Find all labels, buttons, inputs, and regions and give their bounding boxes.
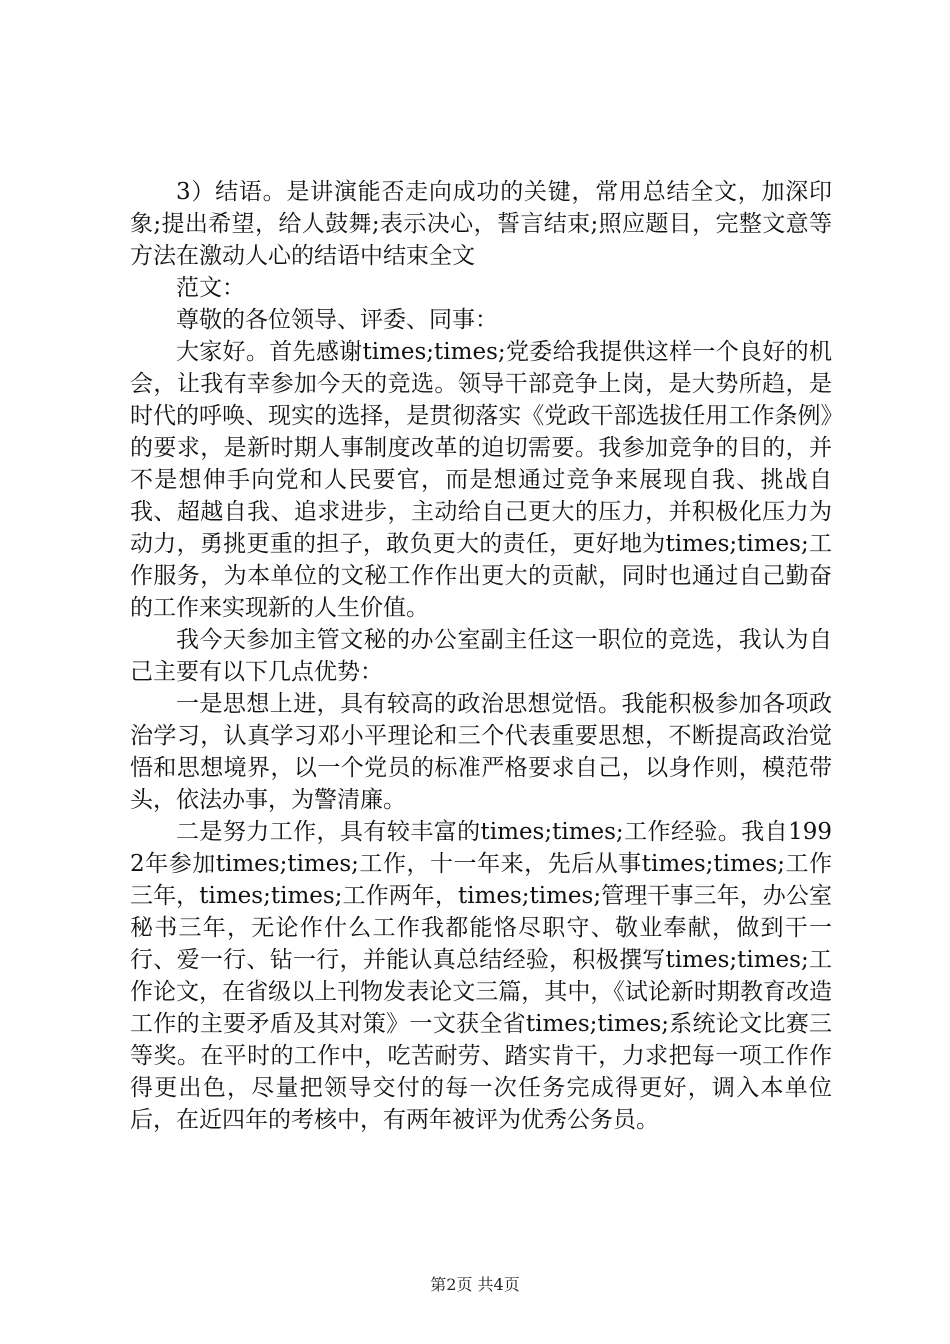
paragraph-conclusion: 3）结语。是讲演能否走向成功的关键，常用总结全文，加深印象;提出希望，给人鼓舞;表示决心，誓言结束;照应题目，完整文意等方法在激动人心的结语中结束全文 — [130, 179, 832, 269]
paragraph-salutation: 尊敬的各位领导、评委、同事： — [176, 307, 498, 333]
paragraph-greeting: 大家好。首先感谢times;times;党委给我提供这样一个良好的机会，让我有幸参加今天的竞选。领导干部竞争上岗，是大势所趋，是时代的呼唤、现实的选择，是贯彻落实《党政干部选拔任用工作条例》的要求，是新时期人事制度改革的迫切需要。我参加竞争的目的，并不是想伸手向党和人民要官，而是想通过竞争来展现自我、挑战自我、超越自我、追求进步，主动给自己更大的压力，并积极化压力为动力，勇挑更重的担子，敢负更大的责任，更好地为times;times;工作服务，为本单位的文秘工作作出更大的贡献，同时也通过自己勤奋的工作来实现新的人生价值。 — [130, 339, 832, 621]
document-body — [130, 176, 832, 1136]
paragraph-sample-heading: 范文： — [176, 275, 245, 301]
paragraph-advantage-two: 二是努力工作，具有较丰富的times;times;工作经验。我自1992年参加times;times;工作，十一年来，先后从事times;times;工作三年，times;times;工作两年，times;times;管理干事三年，办公室秘书三年，无论作什么工作我都能恪尽职守、敬业奉献，做到干一行、爱一行、钻一行，并能认真总结经验，积极撰写times;times;工作论文，在省级以上刊物发表论文三篇，其中，《试论新时期教育改造工作的主要矛盾及其对策》一文获全省times;times;系统论文比赛三等奖。在平时的工作中，吃苦耐劳、踏实肯干，力求把每一项工作作得更出色，尽量把领导交付的每一次任务完成得更好，调入本单位后，在近四年的考核中，有两年被评为优秀公务员。 — [130, 819, 832, 1133]
paragraph-advantage-one: 一是思想上进，具有较高的政治思想觉悟。我能积极参加各项政治学习，认真学习邓小平理论和三个代表重要思想，不断提高政治觉悟和思想境界，以一个党员的标准严格要求自己，以身作则，模范带头，依法办事，为警清廉。 — [130, 691, 832, 813]
page-number-footer: 第2页 共4页 — [430, 1275, 520, 1294]
paragraph-intro-advantages: 我今天参加主管文秘的办公室副主任这一职位的竞选，我认为自己主要有以下几点优势： — [130, 627, 832, 685]
